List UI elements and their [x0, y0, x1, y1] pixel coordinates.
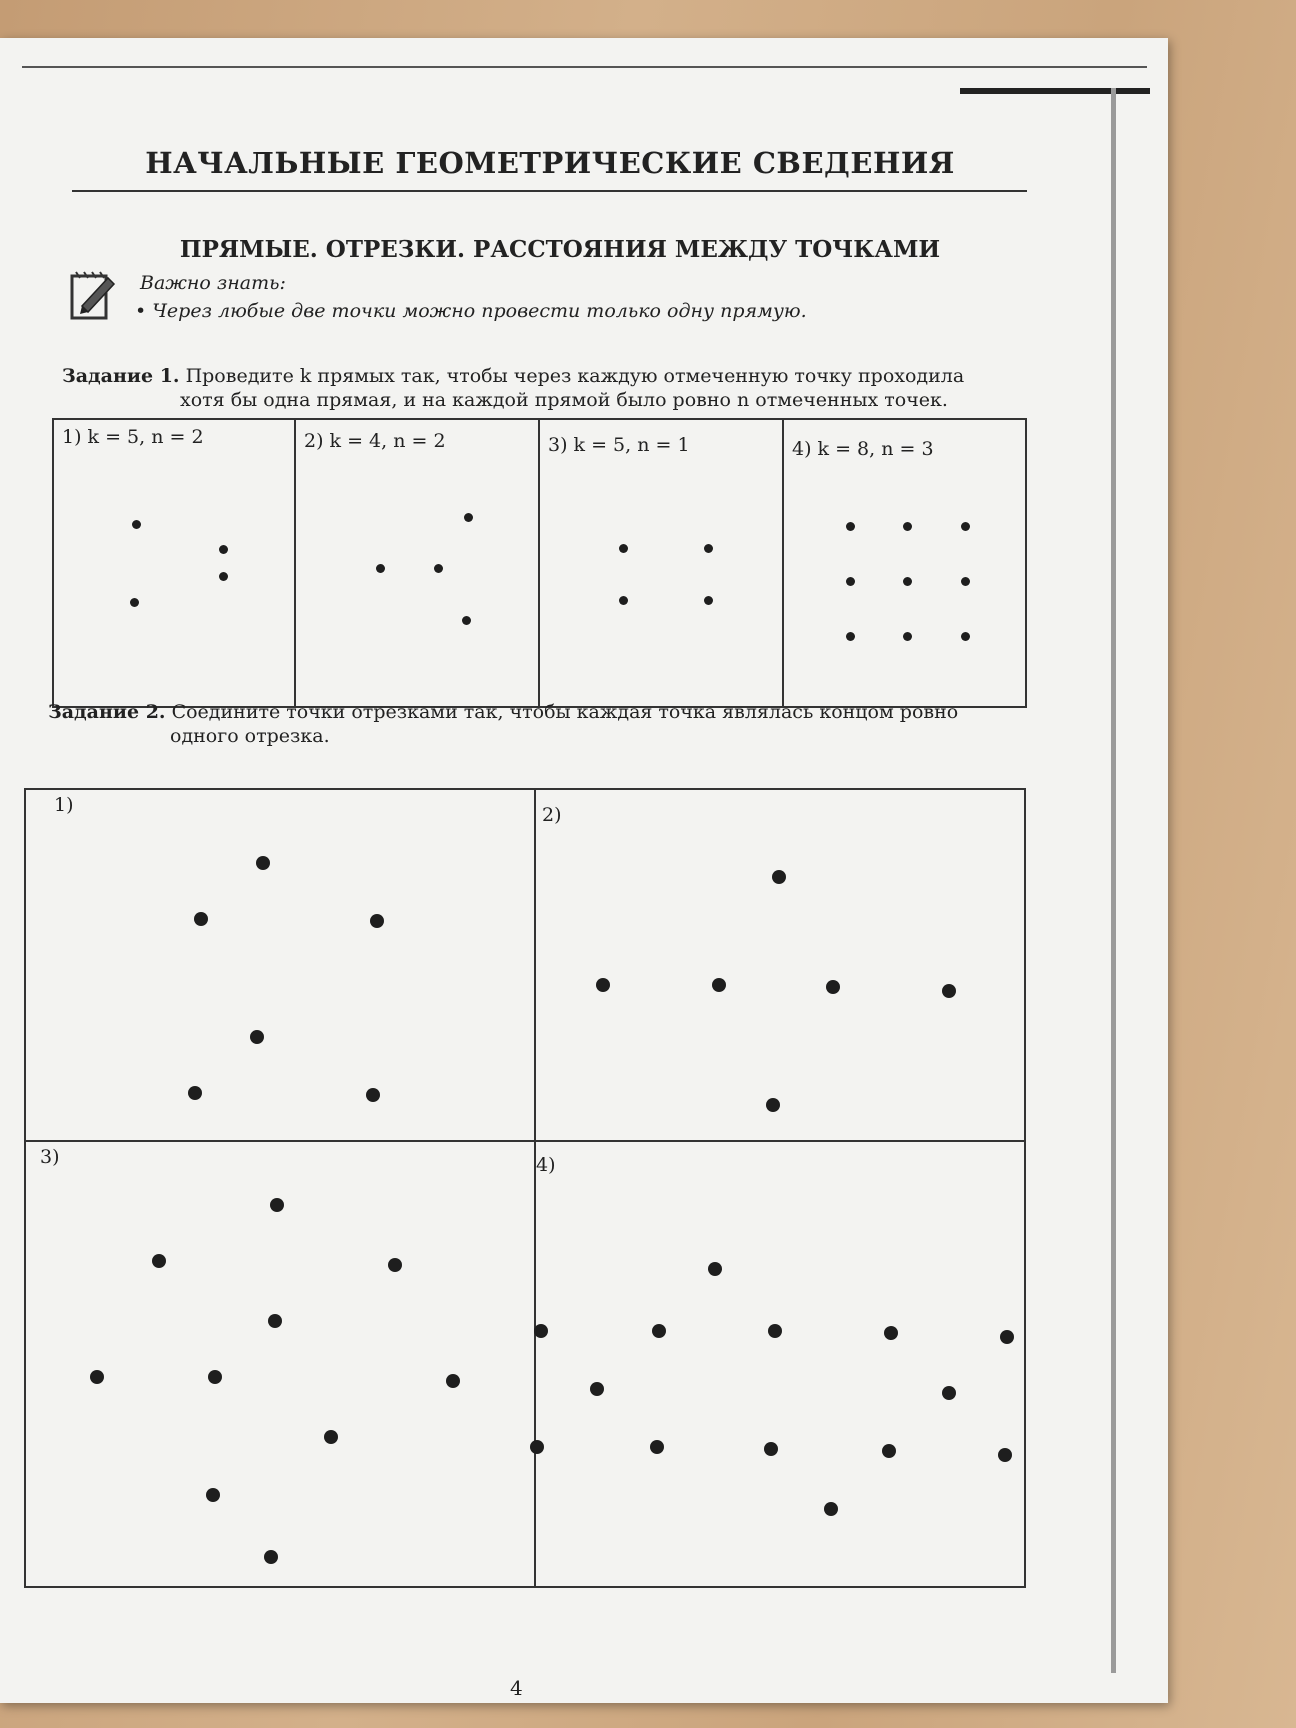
point: [188, 1086, 202, 1100]
point: [942, 1386, 956, 1400]
task1-divider-1: [294, 420, 296, 706]
task2-cell-2-label: 2): [542, 804, 562, 826]
point: [534, 1324, 548, 1338]
task2-line1: Соедините точки отрезками так, чтобы каждая точка являлась концом ровно: [171, 701, 959, 723]
point: [846, 632, 855, 641]
point: [764, 1442, 778, 1456]
task1-divider-3: [782, 420, 784, 706]
point: [650, 1440, 664, 1454]
point: [268, 1314, 282, 1328]
task1-label: Задание 1.: [62, 365, 180, 387]
task2-line2: одного отрезка.: [170, 725, 330, 747]
task2-text: [48, 700, 1033, 748]
task1-line1: Проведите k прямых так, чтобы через каждую отмеченную точку проходила: [185, 365, 965, 387]
task1-cell-2-label: 2) k = 4, n = 2: [304, 430, 446, 452]
point: [766, 1098, 780, 1112]
point: [961, 632, 970, 641]
point: [464, 513, 473, 522]
point: [961, 522, 970, 531]
point: [596, 978, 610, 992]
top-rule: [22, 66, 1147, 68]
point: [434, 564, 443, 573]
point: [903, 632, 912, 641]
point: [270, 1198, 284, 1212]
point: [206, 1488, 220, 1502]
sheet-edge: [1111, 88, 1116, 1673]
title-rule: [72, 190, 1027, 192]
point: [152, 1254, 166, 1268]
point: [768, 1324, 782, 1338]
point: [90, 1370, 104, 1384]
point: [708, 1262, 722, 1276]
point: [194, 912, 208, 926]
point: [846, 577, 855, 586]
task1-cell-1-label: 1) k = 5, n = 2: [62, 426, 204, 448]
task1-divider-2: [538, 420, 540, 706]
task1-text: [62, 364, 1032, 412]
point: [208, 1370, 222, 1384]
page-number: 4: [510, 1676, 523, 1700]
page-title: НАЧАЛЬНЫЕ ГЕОМЕТРИЧЕСКИЕ СВЕДЕНИЯ: [145, 146, 955, 180]
point: [704, 596, 713, 605]
point: [250, 1030, 264, 1044]
top-rule-thick: [960, 88, 1150, 94]
point: [652, 1324, 666, 1338]
point: [388, 1258, 402, 1272]
notepad-pencil-icon: [68, 266, 116, 324]
point: [219, 545, 228, 554]
point: [264, 1550, 278, 1564]
task2-cell-1-label: 1): [54, 794, 74, 816]
point: [462, 616, 471, 625]
point: [370, 914, 384, 928]
point: [256, 856, 270, 870]
task1-cell-3-label: 3) k = 5, n = 1: [548, 434, 690, 456]
task1-line2: хотя бы одна прямая, и на каждой прямой было ровно n отмеченных точек.: [180, 389, 948, 411]
task2-label: Задание 2.: [48, 701, 166, 723]
point: [884, 1326, 898, 1340]
task1-grid: [52, 418, 1027, 708]
point: [376, 564, 385, 573]
task2-grid: [24, 788, 1026, 1588]
point: [903, 577, 912, 586]
note-label: Важно знать:: [140, 272, 286, 294]
point: [530, 1440, 544, 1454]
point: [882, 1444, 896, 1458]
point: [772, 870, 786, 884]
point: [446, 1374, 460, 1388]
task1-cell-4-label: 4) k = 8, n = 3: [792, 438, 934, 460]
point: [130, 598, 139, 607]
point: [590, 1382, 604, 1396]
point: [324, 1430, 338, 1444]
point: [704, 544, 713, 553]
worksheet-page: [0, 38, 1168, 1703]
point: [712, 978, 726, 992]
task2-divider-vertical: [534, 790, 536, 1586]
point: [366, 1088, 380, 1102]
point: [903, 522, 912, 531]
point: [219, 572, 228, 581]
point: [961, 577, 970, 586]
point: [619, 596, 628, 605]
point: [619, 544, 628, 553]
point: [824, 1502, 838, 1516]
note-text: • Через любые две точки можно провести только одну прямую.: [135, 300, 807, 322]
point: [1000, 1330, 1014, 1344]
task2-cell-4-label: 4): [536, 1154, 556, 1176]
point: [998, 1448, 1012, 1462]
task2-cell-3-label: 3): [40, 1146, 60, 1168]
point: [942, 984, 956, 998]
point: [132, 520, 141, 529]
point: [826, 980, 840, 994]
task2-divider-horizontal: [26, 1140, 1024, 1142]
point: [846, 522, 855, 531]
section-title: ПРЯМЫЕ. ОТРЕЗКИ. РАССТОЯНИЯ МЕЖДУ ТОЧКАМИ: [179, 236, 941, 263]
